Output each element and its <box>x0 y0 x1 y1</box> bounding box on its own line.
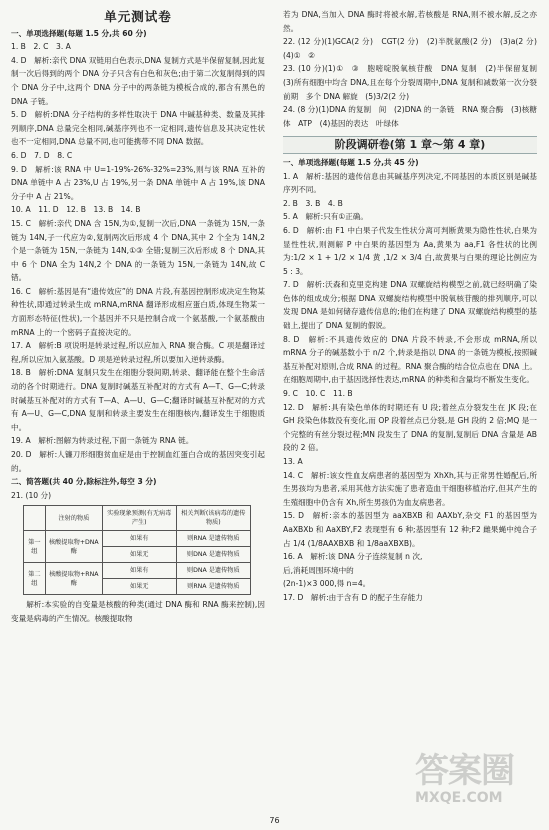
section-choice-heading: 一、单项选择题(每题 1.5 分,共 45 分) <box>283 157 419 167</box>
unit-test-title: 单元测试卷 <box>104 9 172 24</box>
table-cell: 如果无 <box>102 547 176 563</box>
answer-paragraph: 17. A 解析:B 项说明是转录过程,所以应加入 RNA 聚合酶。C 项是翻译过程,所以应加入氨基酸。D 项是逆转录过程,所以要加入逆转录酶。 <box>11 341 265 364</box>
right-column <box>283 8 545 605</box>
answer-paragraph: 24. (8 分)(1)DNA 的复制 间 (2)DNA 的一条链 RNA 聚合酶 (3)核糖体 ATP (4)基因的表达 叶绿体 <box>283 105 537 128</box>
answer-paragraph: 5. D 解析:DNA 分子结构的多样性取决于 DNA 中碱基种类、数量及其排列顺序,DNA 总量完全相同,碱基序列也不一定相同,遗传信息及其决定性状也不一定相同,DNA 总量不同,也可能携带不同 DNA 数据。 <box>11 110 265 147</box>
section-choice-heading: 一、单项选择题(每题 1.5 分,共 60 分) <box>11 28 147 38</box>
section-short-answer-heading: 二、简答题(共 40 分,除标注外,每空 3 分) <box>11 477 157 487</box>
answer-paragraph: 20. D 解析:人镰刀形细胞贫血症是由于控制血红蛋白合成的基因突变引起的。 <box>11 450 265 473</box>
answer-paragraph: 12. D 解析:具有染色单体的时期还有 U 段;着丝点分裂发生在 JK 段;在 GH 段染色体数没有变化,而 OP 段着丝点已分裂,是 GH 段的 2 倍;MQ 是一个完整的有丝分裂过程;MN 段发生了 DNA 的复制,复制后 DNA 含量是 AB 段的 2 倍。 <box>283 402 537 453</box>
answer-paragraph: 15. C 解析:亲代 DNA 含 15N,为①,复制一次后,DNA 一条链为 15N,一条链为 14N,子一代应为②,复制两次后形成 4 个 DNA,其中 2 个全为 14N,2 个是一条链为 15N,一条链为 14N,①③ 全错;复制三次后形成 8 个 DNA,其中 6 个 DNA 全为 14N,2 个 DNA 的一条链为 15N,一条链为 14N,故 C 错。 <box>11 218 265 283</box>
answer-paragraph: 13. A <box>283 457 303 466</box>
answer-paragraph: 2. B 3. B 4. B <box>283 198 343 208</box>
table-cell: 核酸提取物+DNA 酶 <box>45 531 102 563</box>
table-cell: 如果有 <box>102 531 176 547</box>
answer-paragraph: 9. D 解析:该 RNA 中 U=1-19%-26%-32%=23%,则与该 RNA 互补的 DNA 单链中 A 占 23%,U 占 19%,另一条 DNA 单链中 A 占 19%,该 DNA 分子中 A 占 21%。 <box>11 164 265 201</box>
answer-paragraph: 若为 DNA,当加入 DNA 酶时将被水解,若核酸是 RNA,则不被水解,反之亦然。 <box>283 10 537 33</box>
table-header-cell: 实验现象预测(有无病毒产生) <box>102 506 176 531</box>
answer-paragraph: 17. D 解析:由于含有 D 的配子生存能力 <box>283 592 423 602</box>
group-label: 第一组 <box>24 531 46 563</box>
experiment-table <box>23 505 251 595</box>
answer-paragraph: (2n-1)×3 000,得 n=4。 <box>283 579 371 589</box>
answer-paragraph: 16. C 解析:基因是有“遗传效应”的 DNA 片段,有基因控制形成决定生物某种性状,即通过转录生成 mRNA,mRNA 翻译形成相应蛋白质,体现生物某一方面形态特征(性状),一个基因并不只是控制合成一个氨基酸,一个氨基酸由 mRNA 上的一个密码子直接决定的。 <box>11 286 265 337</box>
answer-paragraph: 18. B 解析:DNA 复制只发生在细胞分裂间期,转录、翻译能在整个生命活动的各个时期进行。DNA 复制时碱基互补配对的方式有 A—T、G—C;转录时碱基互补配对的方式有 T—A、A—U、G—C;翻译时碱基互补配对的方式有 A—U、G—C,DNA 复制和转录主要发生在细胞核内,翻译发生于细胞质中。 <box>11 368 265 432</box>
watermark-text: 答案圈 <box>415 751 514 791</box>
answer-paragraph: 22. (12 分)(1)GCA(2 分) CGT(2 分) (2)半胱氨酸(2 分) (3)a(2 分) (4)① ② <box>283 37 545 60</box>
table-row <box>24 563 251 579</box>
table-cell: 则RNA 是遗传物质 <box>176 579 250 595</box>
stage-test-title: 阶段调研卷(第 1 章～第 4 章) <box>283 136 537 154</box>
answer-paragraph: 9. C 10. C 11. B <box>283 389 353 399</box>
answer-paragraph: 解析:本实验的自变量是核酸的种类(通过 DNA 酶和 RNA 酶来控制),因变量是病毒的产生情况。核酸提取物 <box>11 600 265 623</box>
page-number: 76 <box>269 816 280 825</box>
answer-paragraph: 6. D 解析:由 F1 中白果子代发生性状分离可判断黄果为隐性性状,白果为显性性状,则测解 P 中白果的基因型为 Aa,黄果为 aa,F1 各性状的比例为:1/2 × 1 + 1/2 × 1/4 黄 ,1/2 × 3/4 白,故黄果与白果的理论比例应为 5 : 3。 <box>283 225 537 276</box>
answer-paragraph: 1. A 解析:基因的遗传信息由其碱基序列决定,不同基因的本质区别是碱基序列不同。 <box>283 171 537 195</box>
table-row <box>24 531 251 547</box>
answer-paragraph: 1. B 2. C 3. A <box>11 42 71 52</box>
table-header-cell: 注射的物质 <box>45 506 102 531</box>
answer-paragraph: 10. A 11. D 12. B 13. B 14. B <box>11 205 141 215</box>
table-header-cell <box>24 506 46 531</box>
answer-paragraph: 5. A 解析:只有①正确。 <box>283 212 368 222</box>
answer-paragraph: 8. D 解析:不具遗传效应的 DNA 片段不转录,不会形成 mRNA,所以 mRNA 分子的碱基数小于 n/2 个,转录是指以 DNA 的一条链为模板,按照碱基互补配对原则,合成 RNA 的过程。RNA 聚合酶的结合位点也在 DNA 上。在细胞周期中,由于基因选择性表达,mRNA 的种类和含量均不断发生变化。 <box>283 334 537 385</box>
watermark-logo <box>415 752 537 824</box>
table-cell: 如果有 <box>102 563 176 579</box>
table-cell: 如果无 <box>102 579 176 595</box>
answer-paragraph: 19. A 解析:图解为转录过程,下面一条链为 RNA 链。 <box>11 436 194 446</box>
table-header-row <box>24 506 251 531</box>
watermark-url: MXQE.COM <box>415 790 503 806</box>
table-cell: 核酸提取物+RNA 酶 <box>45 563 102 595</box>
table-cell: 则DNA 是遗传物质 <box>176 563 250 579</box>
answer-paragraph: 14. C 解析:该女性血友病患者的基因型为 XhXh,其与正常男性婚配后,所生男孩均为患者,采用其他方法实施了患者造血干细胞移植治疗,但其产生的生殖细胞中仍含有 Xh,所生男孩仍为血友病患者。 <box>283 470 537 507</box>
table-header-cell: 相关判断(该病毒的遗传物质) <box>176 506 250 531</box>
answer-paragraph: 后,消耗周围环境中的 <box>283 565 354 575</box>
table-cell: 则DNA 是遗传物质 <box>176 547 250 563</box>
answer-paragraph: 16. A 解析:该 DNA 分子连续复制 n 次, <box>283 552 423 562</box>
answer-paragraph: 4. D 解析:亲代 DNA 双链用白色表示,DNA 复制方式是半保留复制,因此复制一次后得到的两个 DNA 分子只含有白色和灰色;由于第二次复制得到的四个 DNA 分子中,这两个 DNA 分子中的两条链为模板合成的,都含有黑色的 DNA 子链。 <box>11 55 265 106</box>
group-label: 第二组 <box>24 563 46 595</box>
answer-paragraph: 7. D 解析:沃森和克里克构建 DNA 双螺旋结构模型之前,就已经明确了染色体的组成成分;根据 DNA 双螺旋结构模型中脱氧核苷酸的排列顺序,可以发现 DNA 是如何储存遗传信息的;他们在构建了 DNA 双螺旋结构模型的基础上,提出了 DNA 复制的假说。 <box>283 280 537 331</box>
question-21-label: 21. (10 分) <box>11 490 52 500</box>
table-cell: 则RNA 是遗传物质 <box>176 531 250 547</box>
answer-paragraph: 6. D 7. D 8. C <box>11 150 73 160</box>
left-column <box>11 8 265 626</box>
answer-paragraph: 15. D 解析:亲本的基因型为 aaXBXB 和 AAXbY,杂交 F1 的基因型为 AaXBXb 和 AaXBY,F2 表现型有 6 种;基因型有 12 种;F2 雌果蝇中纯合子占 1/4 (1/8AAXBXB 和 1/8aaXBXB)。 <box>283 511 537 548</box>
answer-paragraph: 23. (10 分)(1)① ③ 胞嘧啶脱氧核苷酸 DNA 复制 (2)半保留复制 (3)所有细胞中均含 DNA,且在每个分裂周期中,DNA 复制和减数第一次分裂前期 多个 DNA 解旋 (5)3/2(2 分) <box>283 64 545 101</box>
